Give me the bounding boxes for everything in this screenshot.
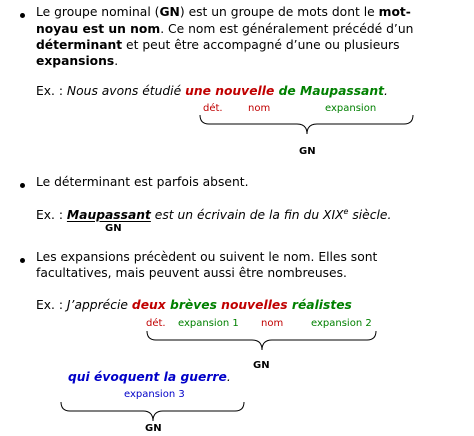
para1-line2-rest: . Ce nom est généralement précédé d’un [160, 22, 414, 36]
bullet-2 [20, 183, 25, 188]
para1-line1-a: Le groupe nominal ( [36, 5, 160, 19]
example1-label-expansion: expansion [325, 103, 377, 114]
example2-line [36, 207, 391, 222]
example2-sup: e [343, 207, 349, 216]
example3-deux: deux [131, 298, 166, 312]
para1-mot: mot- [378, 5, 411, 19]
para1-line1 [36, 5, 411, 19]
example3-realistes: réalistes [287, 298, 352, 312]
example3-prefix: Ex. : [36, 298, 67, 312]
example3-label-exp2: expansion 2 [311, 318, 372, 329]
example1-de-maupassant: de Maupassant [274, 84, 384, 98]
example1-gn: GN [299, 146, 316, 157]
example1-une: une [185, 84, 211, 98]
para3-line1: Les expansions précèdent ou suivent le nom. Elles sont [36, 250, 378, 264]
example1-label-det: dét. [203, 103, 223, 114]
example1-nouvelle: nouvelle [210, 84, 275, 98]
para1-expansions: expansions [36, 54, 115, 68]
example3-breves: brèves [165, 298, 217, 312]
para1-line3 [36, 38, 400, 52]
para1-noyau: noyau est un nom [36, 22, 161, 36]
example3-line [36, 298, 352, 312]
example3-qui-end: . [226, 370, 231, 384]
example3-qui: qui évoquent la guerre [68, 370, 227, 384]
example3-gn-2: GN [145, 423, 162, 434]
example1-label-nom: nom [248, 103, 271, 114]
example2-rest: est un écrivain de la fin du XIX [150, 208, 344, 223]
para1-determinant: déterminant [36, 38, 123, 52]
para1-line1-b: ) est un groupe de mots dont le [179, 5, 379, 19]
para1-line4 [36, 54, 118, 68]
example3-label-nom: nom [261, 318, 284, 329]
example2-gn: GN [105, 223, 122, 234]
example2-end: siècle. [348, 208, 392, 223]
example3-brace-2 [60, 401, 246, 425]
example1-line [36, 84, 388, 98]
example3-brace-1 [146, 330, 378, 354]
para2-text: Le déterminant est parfois absent. [36, 175, 249, 189]
para1-line4-dot: . [114, 54, 119, 68]
example2-maupassant: Maupassant [66, 208, 151, 223]
example3-label-det: dét. [146, 318, 166, 329]
example1-sentence: Nous avons étudié [66, 84, 186, 98]
para3-line2: facultatives, mais peuvent aussi être nombreuses. [36, 266, 347, 280]
para1-gn: GN [159, 5, 180, 19]
example3-qui-line [68, 370, 231, 384]
example1-end: . [383, 84, 388, 98]
example1-prefix: Ex. : [36, 84, 67, 98]
example3-label-exp3: expansion 3 [124, 389, 185, 400]
example3-label-exp1: expansion 1 [178, 318, 239, 329]
bullet-1 [20, 13, 25, 18]
example3-sentence: J’apprécie [66, 298, 132, 312]
example1-brace [199, 114, 415, 138]
example2-prefix: Ex. : [36, 208, 67, 223]
bullet-3 [20, 258, 25, 263]
example3-nouvelles: nouvelles [216, 298, 288, 312]
para1-line3-rest: et peut être accompagné d’une ou plusieurs [122, 38, 400, 52]
para1-line2 [36, 22, 413, 36]
example3-gn-1: GN [253, 360, 270, 371]
